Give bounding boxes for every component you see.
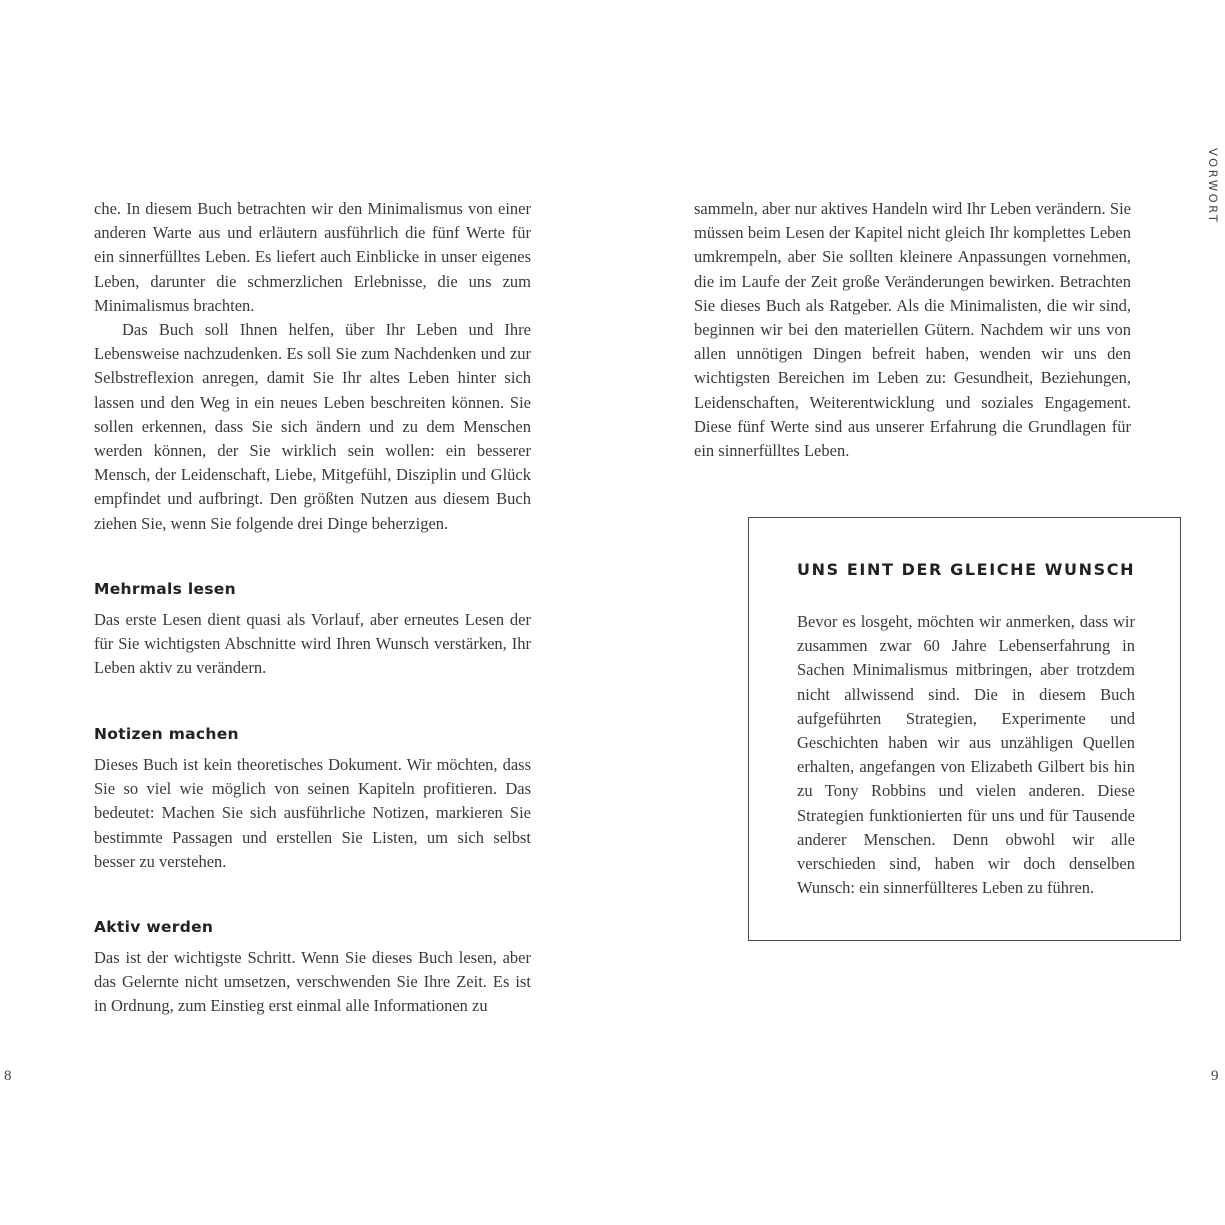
section-heading-aktiv-werden: Aktiv werden xyxy=(94,918,214,936)
info-box-title: UNS EINT DER GLEICHE WUNSCH xyxy=(797,560,1136,579)
left-body-text xyxy=(94,197,531,536)
right-body-text xyxy=(694,197,1131,463)
running-head: VORWORT xyxy=(1206,148,1220,225)
opening-paragraph: che. In diesem Buch betrachten wir den Minimalismus von einer anderen Warte aus und erläutern ausführlich die fünf Werte für ein sinnerfülltes Leben. Es liefert auch Einblicke in unser eigenes Leben, darunter die schmerzlichen Erlebnisse, die uns zum Minimalismus brachten. xyxy=(94,199,531,315)
info-box-text: Bevor es losgeht, möchten wir anmerken, dass wir zusammen zwar 60 Jahre Lebenserfahrung in Sachen Minimalismus mitbringen, aber trotzdem nicht allwissend sind. Die in diesem Buch aufgeführten Strategien, Experimente und Geschichten haben wir aus unzähligen Quellen erhalten, angefangen von Elizabeth Gilbert bis hin zu Tony Robbins und vielen anderen. Diese Strategien funktionierten für uns und für Tausende anderer Menschen. Denn obwohl wir alle verschieden sind, haben wir doch denselben Wunsch: ein sinnerfüllteres Leben zu führen. xyxy=(797,612,1135,898)
page-number-left: 8 xyxy=(4,1068,12,1084)
section-text-mehrmals-lesen: Das erste Lesen dient quasi als Vorlauf, aber erneutes Lesen der für Sie wichtigsten Abschnitte wird Ihren Wunsch verstärken, Ihr Leben aktiv zu verändern. xyxy=(94,610,531,678)
section-text-aktiv-werden: Das ist der wichtigste Schritt. Wenn Sie dieses Buch lesen, aber das Gelernte nicht umsetzen, verschwenden Sie Ihre Zeit. Es ist in Ordnung, zum Einstieg erst einmal alle Informationen zu xyxy=(94,948,531,1016)
right-paragraph: sammeln, aber nur aktives Handeln wird Ihr Leben verändern. Sie müssen beim Lesen der Kapitel nicht gleich Ihr komplettes Leben umkrempeln, aber Sie sollten kleinere Anpassungen vornehmen, die im Laufe der Zeit große Veränderungen bewirken. Betrachten Sie dieses Buch als Ratgeber. Als die Minimalisten, die wir sind, beginnen wir bei den materiellen Gütern. Nachdem wir uns von allen unnötigen Dingen befreit haben, wenden wir uns den wichtigsten Bereichen im Leben zu: Gesundheit, Beziehungen, Leidenschaften, Weiterentwicklung und soziales Engagement. Diese fünf Werte sind aus unserer Erfahrung die Grundlagen für ein sinnerfülltes Leben. xyxy=(694,199,1131,461)
second-paragraph: Das Buch soll Ihnen helfen, über Ihr Leben und Ihre Lebensweise nachzudenken. Es soll Sie zum Nachdenken und zur Selbstreflexion anregen, damit Sie Ihr altes Leben hinter sich lassen und den Weg in ein neues Leben beschreiten können. Sie sollen erkennen, dass Sie sich ändern und zu dem Menschen werden können, der Sie wirklich sein wollen: ein besserer Mensch, der Leidenschaft, Liebe, Mitgefühl, Disziplin und Glück empfindet und aufbringt. Den größten Nutzen aus diesem Buch ziehen Sie, wenn Sie folgende drei Dinge beherzigen. xyxy=(94,320,531,533)
section-heading-mehrmals-lesen: Mehrmals lesen xyxy=(94,580,236,598)
section-heading-notizen-machen: Notizen machen xyxy=(94,725,239,743)
page-number-right: 9 xyxy=(1211,1068,1219,1084)
info-box xyxy=(748,517,1181,941)
section-text-notizen-machen: Dieses Buch ist kein theoretisches Dokument. Wir möchten, dass Sie so viel wie möglich von seinen Kapiteln profitieren. Das bedeutet: Machen Sie sich ausführliche Notizen, markieren Sie bestimmte Passagen und erstellen Sie Listen, um sich selbst besser zu verstehen. xyxy=(94,755,531,871)
